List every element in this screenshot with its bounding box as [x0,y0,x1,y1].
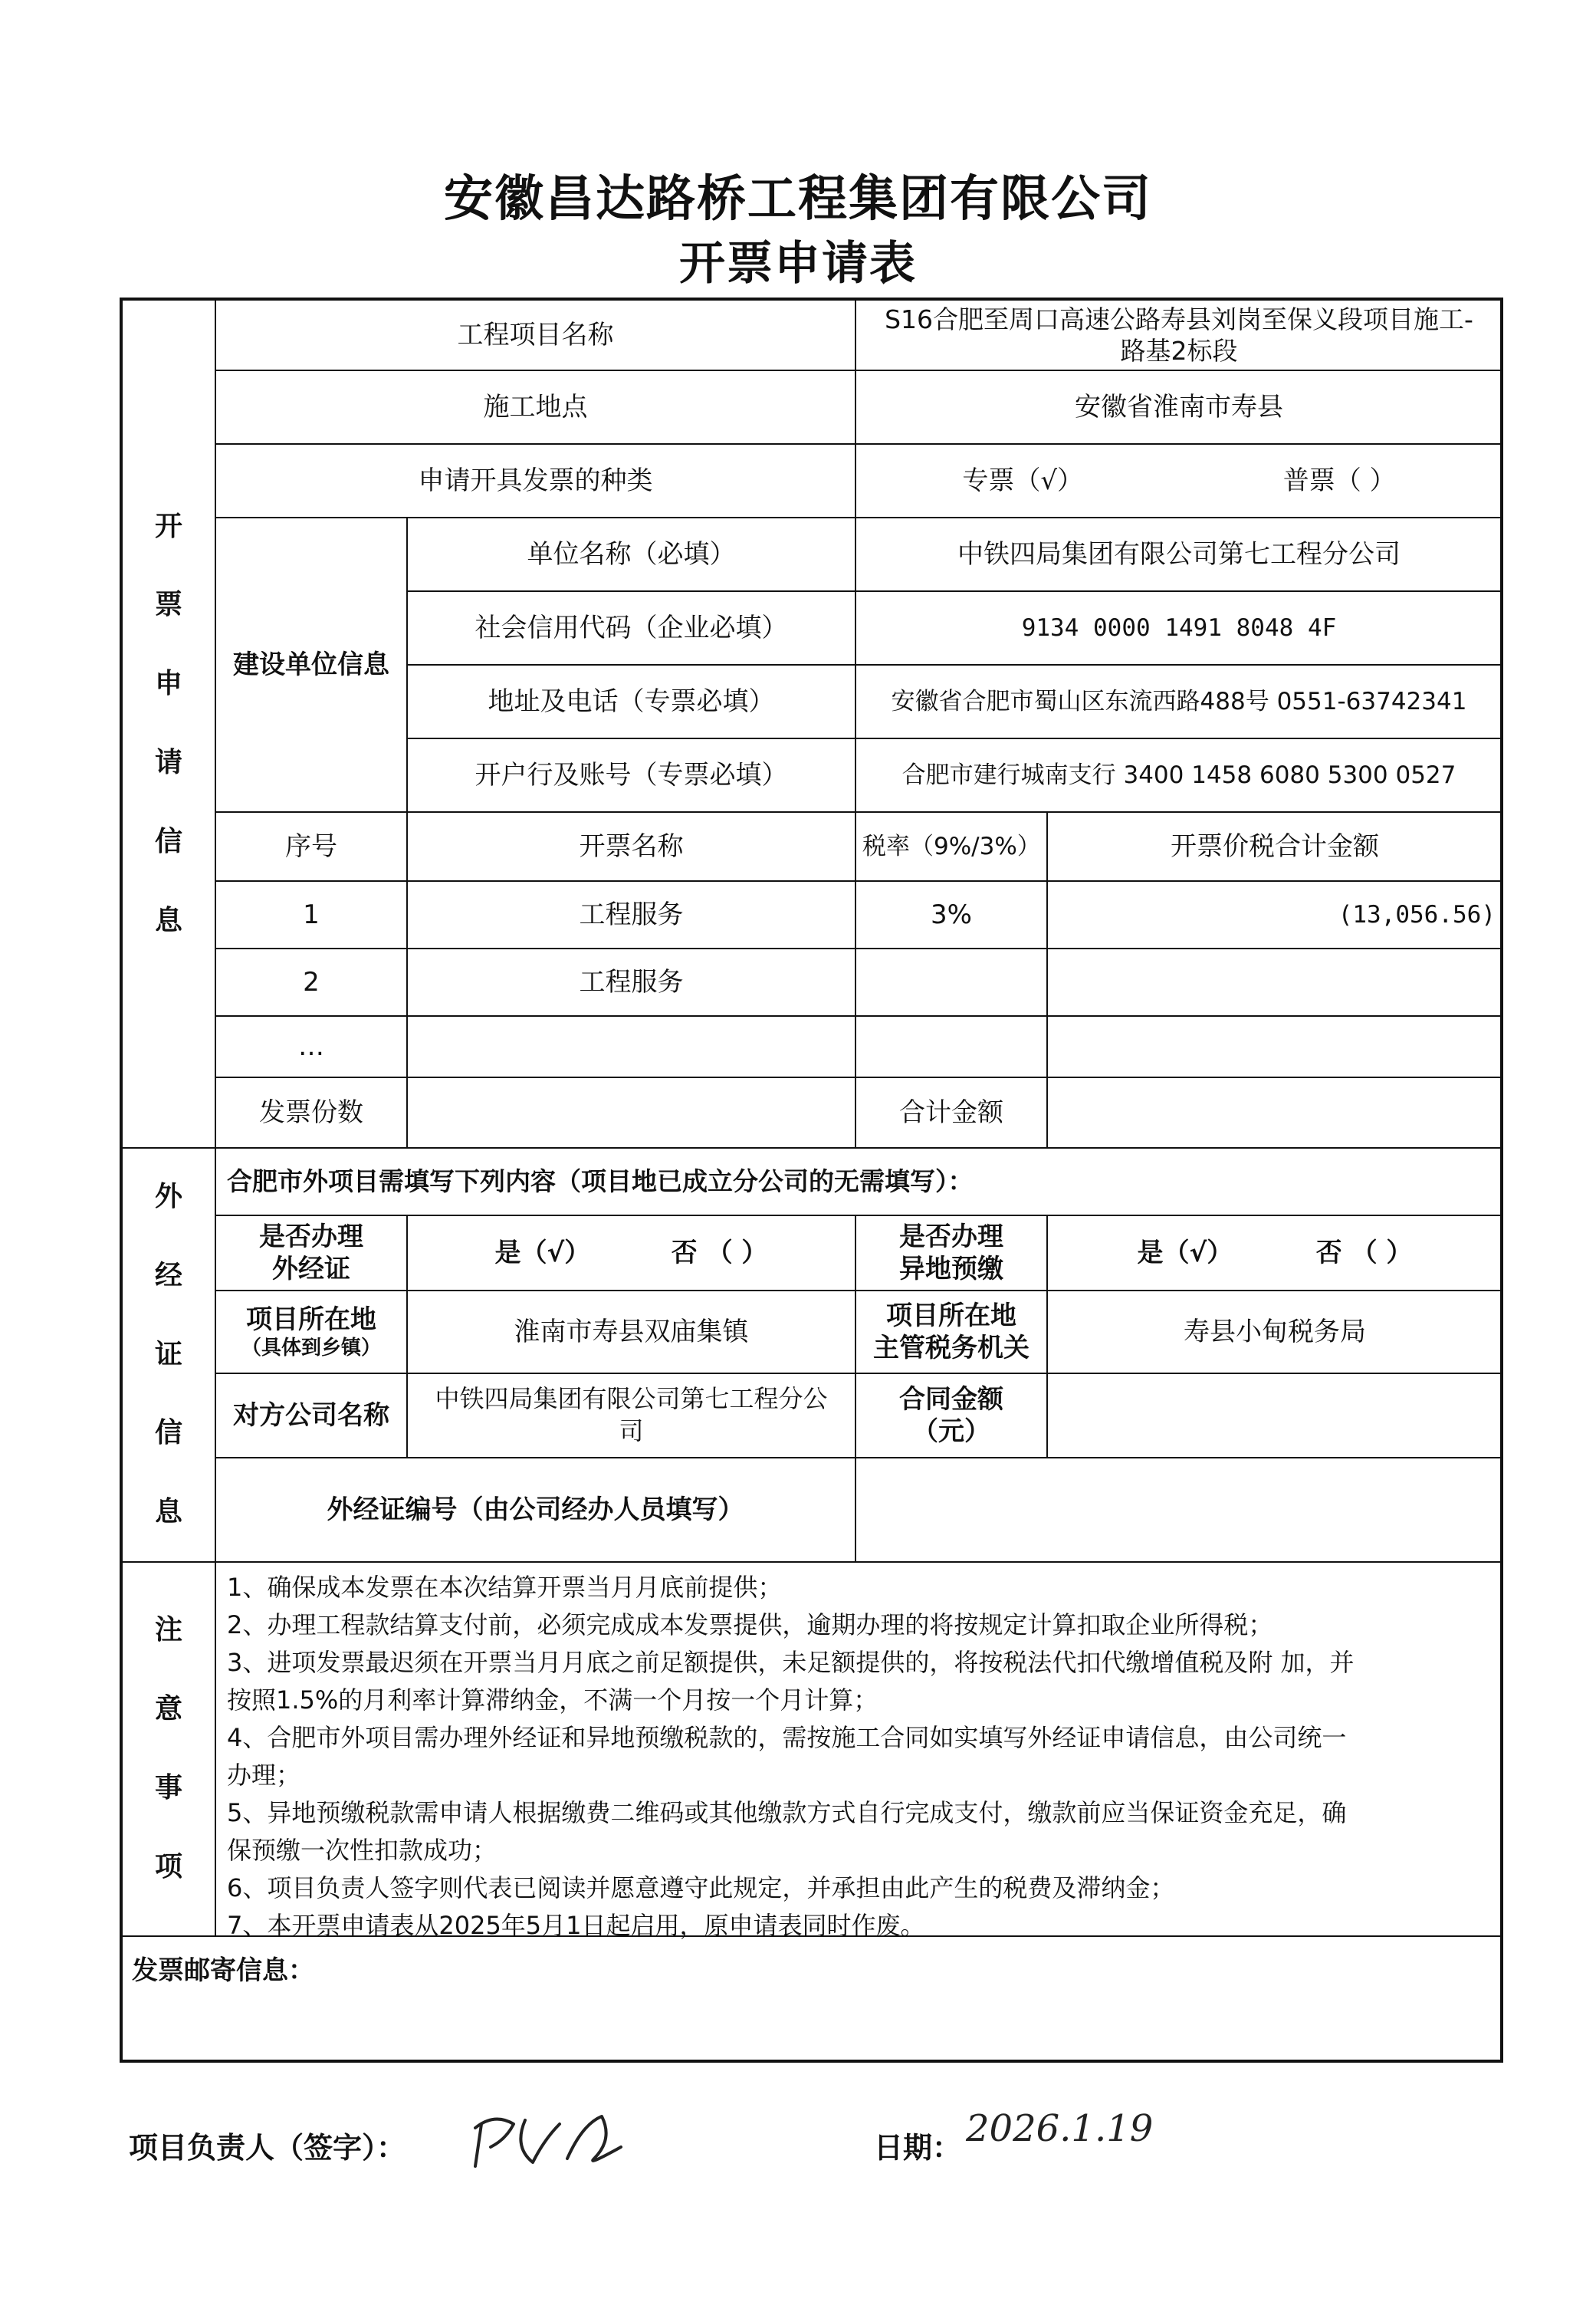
credit-code-value: 9134 0000 1491 8048 4F [856,592,1503,666]
row-2-amount [1048,949,1503,1017]
row-2-name: 工程服务 [408,949,856,1017]
tax-authority-label: 项目所在地 主管税务机关 [856,1291,1048,1374]
notes-list [216,1563,1503,1940]
cert-number-label: 外经证编号（由公司经办人员填写） [216,1458,856,1563]
section-label-notes: 注 意 事 项 [123,1563,216,1937]
row-1-seq: 1 [216,882,408,949]
invoice-type-label: 申请开具发票的种类 [216,445,856,518]
site-value: 安徽省淮南市寿县 [856,371,1503,445]
handwritten-signature [460,2093,636,2178]
project-name-label: 工程项目名称 [216,301,856,371]
cert-label: 是否办理 外经证 [216,1216,408,1291]
row-1-rate: 3% [856,882,1048,949]
col-seq-header: 序号 [216,813,408,882]
date-value: 2026.1.19 [966,2107,1154,2150]
copies-value [408,1078,856,1149]
form-title: 开票申请表 [679,237,917,291]
normal-invoice-option: 普票（ ） [1282,465,1396,496]
prepay-label: 是否办理 异地预缴 [856,1216,1048,1291]
row-3-rate [856,1017,1048,1078]
row-2-seq: 2 [216,949,408,1017]
unit-name-value: 中铁四局集团有限公司第七工程分公司 [856,518,1503,592]
note-line: 5、异地预缴税款需申请人根据缴费二维码或其他缴款方式自行完成支付，缴款前应当保证资金充足，确 [227,1798,1347,1827]
row-1-name: 工程服务 [408,882,856,949]
signer-label: 项目负责人（签字）： [129,2131,406,2165]
cert-number-value [856,1458,1503,1563]
note-line: 办理； [227,1761,301,1790]
counterparty-value: 中铁四局集团有限公司第七工程分公 司 [408,1374,856,1458]
contract-amount-label: 合同金额 （元） [856,1374,1048,1458]
prepay-no-option: 否 （ ） [1315,1237,1413,1268]
note-line: 4、合肥市外项目需办理外经证和异地预缴税款的，需按施工合同如实填写外经证申请信息，由公司统一 [227,1723,1347,1752]
cert-yes-option: 是（√） [494,1237,591,1268]
section-label-outbound: 外 经 证 信 息 [123,1149,216,1563]
note-line: 按照1.5%的月利率计算滞纳金，不满一个月按一个月计算； [227,1685,878,1715]
col-rate-header: 税率（9%/3%） [856,813,1048,882]
mailing-info-label: 发票邮寄信息： [132,1955,314,1986]
invoice-type-value [856,445,1503,518]
row-1-amount: (13,056.56) [1048,882,1503,949]
address-value: 安徽省合肥市蜀山区东流西路488号 0551-63742341 [856,666,1503,739]
copies-label: 发票份数 [216,1078,408,1149]
contract-amount-value [1048,1374,1503,1458]
note-line: 保预缴一次性扣款成功； [227,1836,498,1865]
row-3-seq: … [216,1017,408,1078]
prepay-options [1048,1216,1503,1291]
location-value: 淮南市寿县双庙集镇 [408,1291,856,1374]
bank-value: 合肥市建行城南支行 3400 1458 6080 5300 0527 [856,739,1503,813]
tax-authority-value: 寿县小甸税务局 [1048,1291,1503,1374]
note-line: 6、项目负责人签字则代表已阅读并愿意遵守此规定，并承担由此产生的税费及滞纳金； [227,1873,1175,1902]
section-label-invoice: 开 票 申 请 信 息 [123,301,216,1149]
date-label: 日期： [874,2131,962,2165]
credit-code-label: 社会信用代码（企业必填） [408,592,856,666]
location-label: 项目所在地 （具体到乡镇） [216,1291,408,1374]
prepay-yes-option: 是（√） [1137,1237,1233,1268]
note-line: 2、办理工程款结算支付前，必须完成成本发票提供，逾期办理的将按规定计算扣取企业所得税； [227,1610,1273,1639]
special-invoice-option: 专票（√） [962,465,1084,496]
project-name-value: S16合肥至周口高速公路寿县刘岗至保义段项目施工- 路基2标段 [856,301,1503,371]
note-line: 7、本开票申请表从2025年5月1日起启用，原申请表同时作废。 [227,1911,925,1940]
note-line: 1、确保成本发票在本次结算开票当月月底前提供； [227,1573,783,1602]
unit-name-label: 单位名称（必填） [408,518,856,592]
row-3-name [408,1017,856,1078]
outbound-intro: 合肥市外项目需填写下列内容（项目地已成立分公司的无需填写）： [216,1149,1503,1216]
address-label: 地址及电话（专票必填） [408,666,856,739]
col-name-header: 开票名称 [408,813,856,882]
bank-label: 开户行及账号（专票必填） [408,739,856,813]
col-amount-header: 开票价税合计金额 [1048,813,1503,882]
row-2-rate [856,949,1048,1017]
row-3-amount [1048,1017,1503,1078]
builder-info-label: 建设单位信息 [216,518,408,813]
counterparty-label: 对方公司名称 [216,1374,408,1458]
total-value [1048,1078,1503,1149]
site-label: 施工地点 [216,371,856,445]
cert-options [408,1216,856,1291]
cert-no-option: 否 （ ） [671,1237,768,1268]
note-line: 3、进项发票最迟须在开票当月月底之前足额提供，未足额提供的，将按税法代扣代缴增值税及附 加，并 [227,1648,1355,1677]
company-title: 安徽昌达路桥工程集团有限公司 [444,171,1152,228]
total-label: 合计金额 [856,1078,1048,1149]
application-form-table [120,298,1503,2063]
